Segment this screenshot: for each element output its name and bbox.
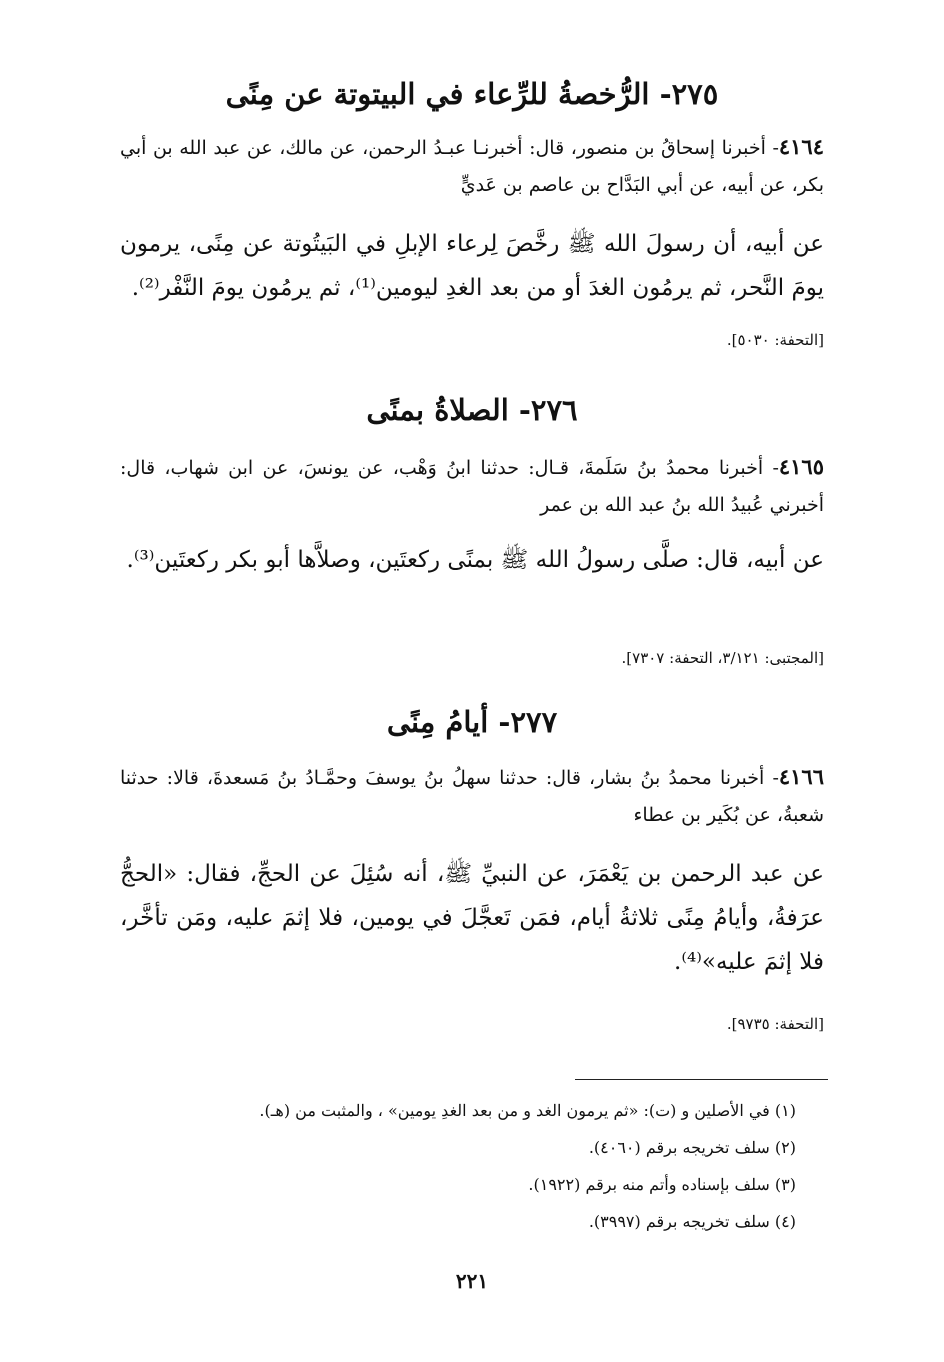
- hadith-4165-matn: عن أبيه، قال: صلَّى رسولُ الله ﷺ بمنًى ركعتَين، وصلاَّها أبو بكر ركعتَين⁽³⁾.: [126, 547, 824, 573]
- hadith-number: ٤١٦٤: [778, 134, 824, 159]
- hadith-number: ٤١٦٥: [778, 454, 824, 479]
- hadith-4164-reference: [التحفة: ٥٠٣٠].: [726, 331, 824, 349]
- isnad-text: - أخبرنا إسحاقُ بن منصور، قال: أخبرنـا عبـدُ الرحمن، عن مالك، عن عبد الله بن أبي بكر، عن أبيه، عن أبي البَدَّاح بن عاصم بن عَديٍّ: [120, 137, 824, 196]
- footnote-separator: [575, 1079, 828, 1080]
- hadith-number: ٤١٦٦: [778, 764, 824, 789]
- chapter-title-276: ٢٧٦- الصلاةُ بمنًى: [366, 393, 578, 427]
- isnad-text: - أخبرنا محمدُ بنُ بشار، قال: حدثنا سهلُ بنُ يوسفَ وحمَّـادُ بنُ مَسعدةَ، قالا: حدثنا شعبةُ، عن بُكَير بن عطاء: [120, 767, 824, 826]
- chapter-title-275: ٢٧٥- الرُّخصةُ للرِّعاء في البيتوتة عن مِنًى: [225, 77, 719, 111]
- chapter-title-277: ٢٧٧- أيامُ مِنًى: [386, 705, 558, 739]
- footnote-1: (١) في الأصلين و (ت): «ثم يرمون الغد و من بعد الغدِ يومين» ، والمثبت من (هـ).: [259, 1101, 796, 1120]
- hadith-4165-reference: [المجتبى: ٣/١٢١، التحفة: ٧٣٠٧].: [621, 649, 824, 667]
- page-number: ٢٢١: [455, 1269, 489, 1293]
- isnad-text: - أخبرنا محمدُ بنُ سَلَمةَ، قـال: حدثنا ابنُ وَهْب، عن يونسَ، عن ابن شهاب، قال: أخبرني عُبيدُ الله بنُ عبد الله بن عمر: [120, 457, 824, 516]
- hadith-4165-isnad: [120, 448, 824, 524]
- footnote-3: (٣) سلف بإسناده وأتم منه برقم (١٩٢٢).: [528, 1175, 796, 1194]
- hadith-4166-reference: [التحفة: ٩٧٣٥].: [726, 1015, 824, 1033]
- hadith-4164-matn: عن أبيه، أن رسولَ الله ﷺ رخَّصَ لِرعاء الإبلِ في البَيتُوتة عن مِنًى، يرمون يومَ النَّحر، ثم يرمُون الغدَ أو من بعد الغدِ ليومين⁽¹⁾، ثم يرمُون يومَ النَّفْر⁽²⁾.: [120, 231, 824, 301]
- footnote-2: (٢) سلف تخريجه برقم (٤٠٦٠).: [588, 1138, 796, 1157]
- hadith-4166-isnad: [120, 758, 824, 834]
- hadith-4164-isnad: [120, 128, 824, 204]
- footnotes: [120, 1092, 796, 1240]
- footnote-4: (٤) سلف تخريجه برقم (٣٩٩٧).: [588, 1212, 796, 1231]
- hadith-4166-matn: عن عبد الرحمن بن يَعْمَرَ، عن النبيِّ ﷺ، أنه سُئِلَ عن الحجِّ، فقال: «الحجُّ عرَفةُ، وأيامُ مِنًى ثلاثةُ أيام، فمَن تَعجَّلَ في يومين، فلا إثمَ عليه، ومَن تأخَّر، فلا إثمَ عليه»⁽⁴⁾.: [120, 861, 824, 975]
